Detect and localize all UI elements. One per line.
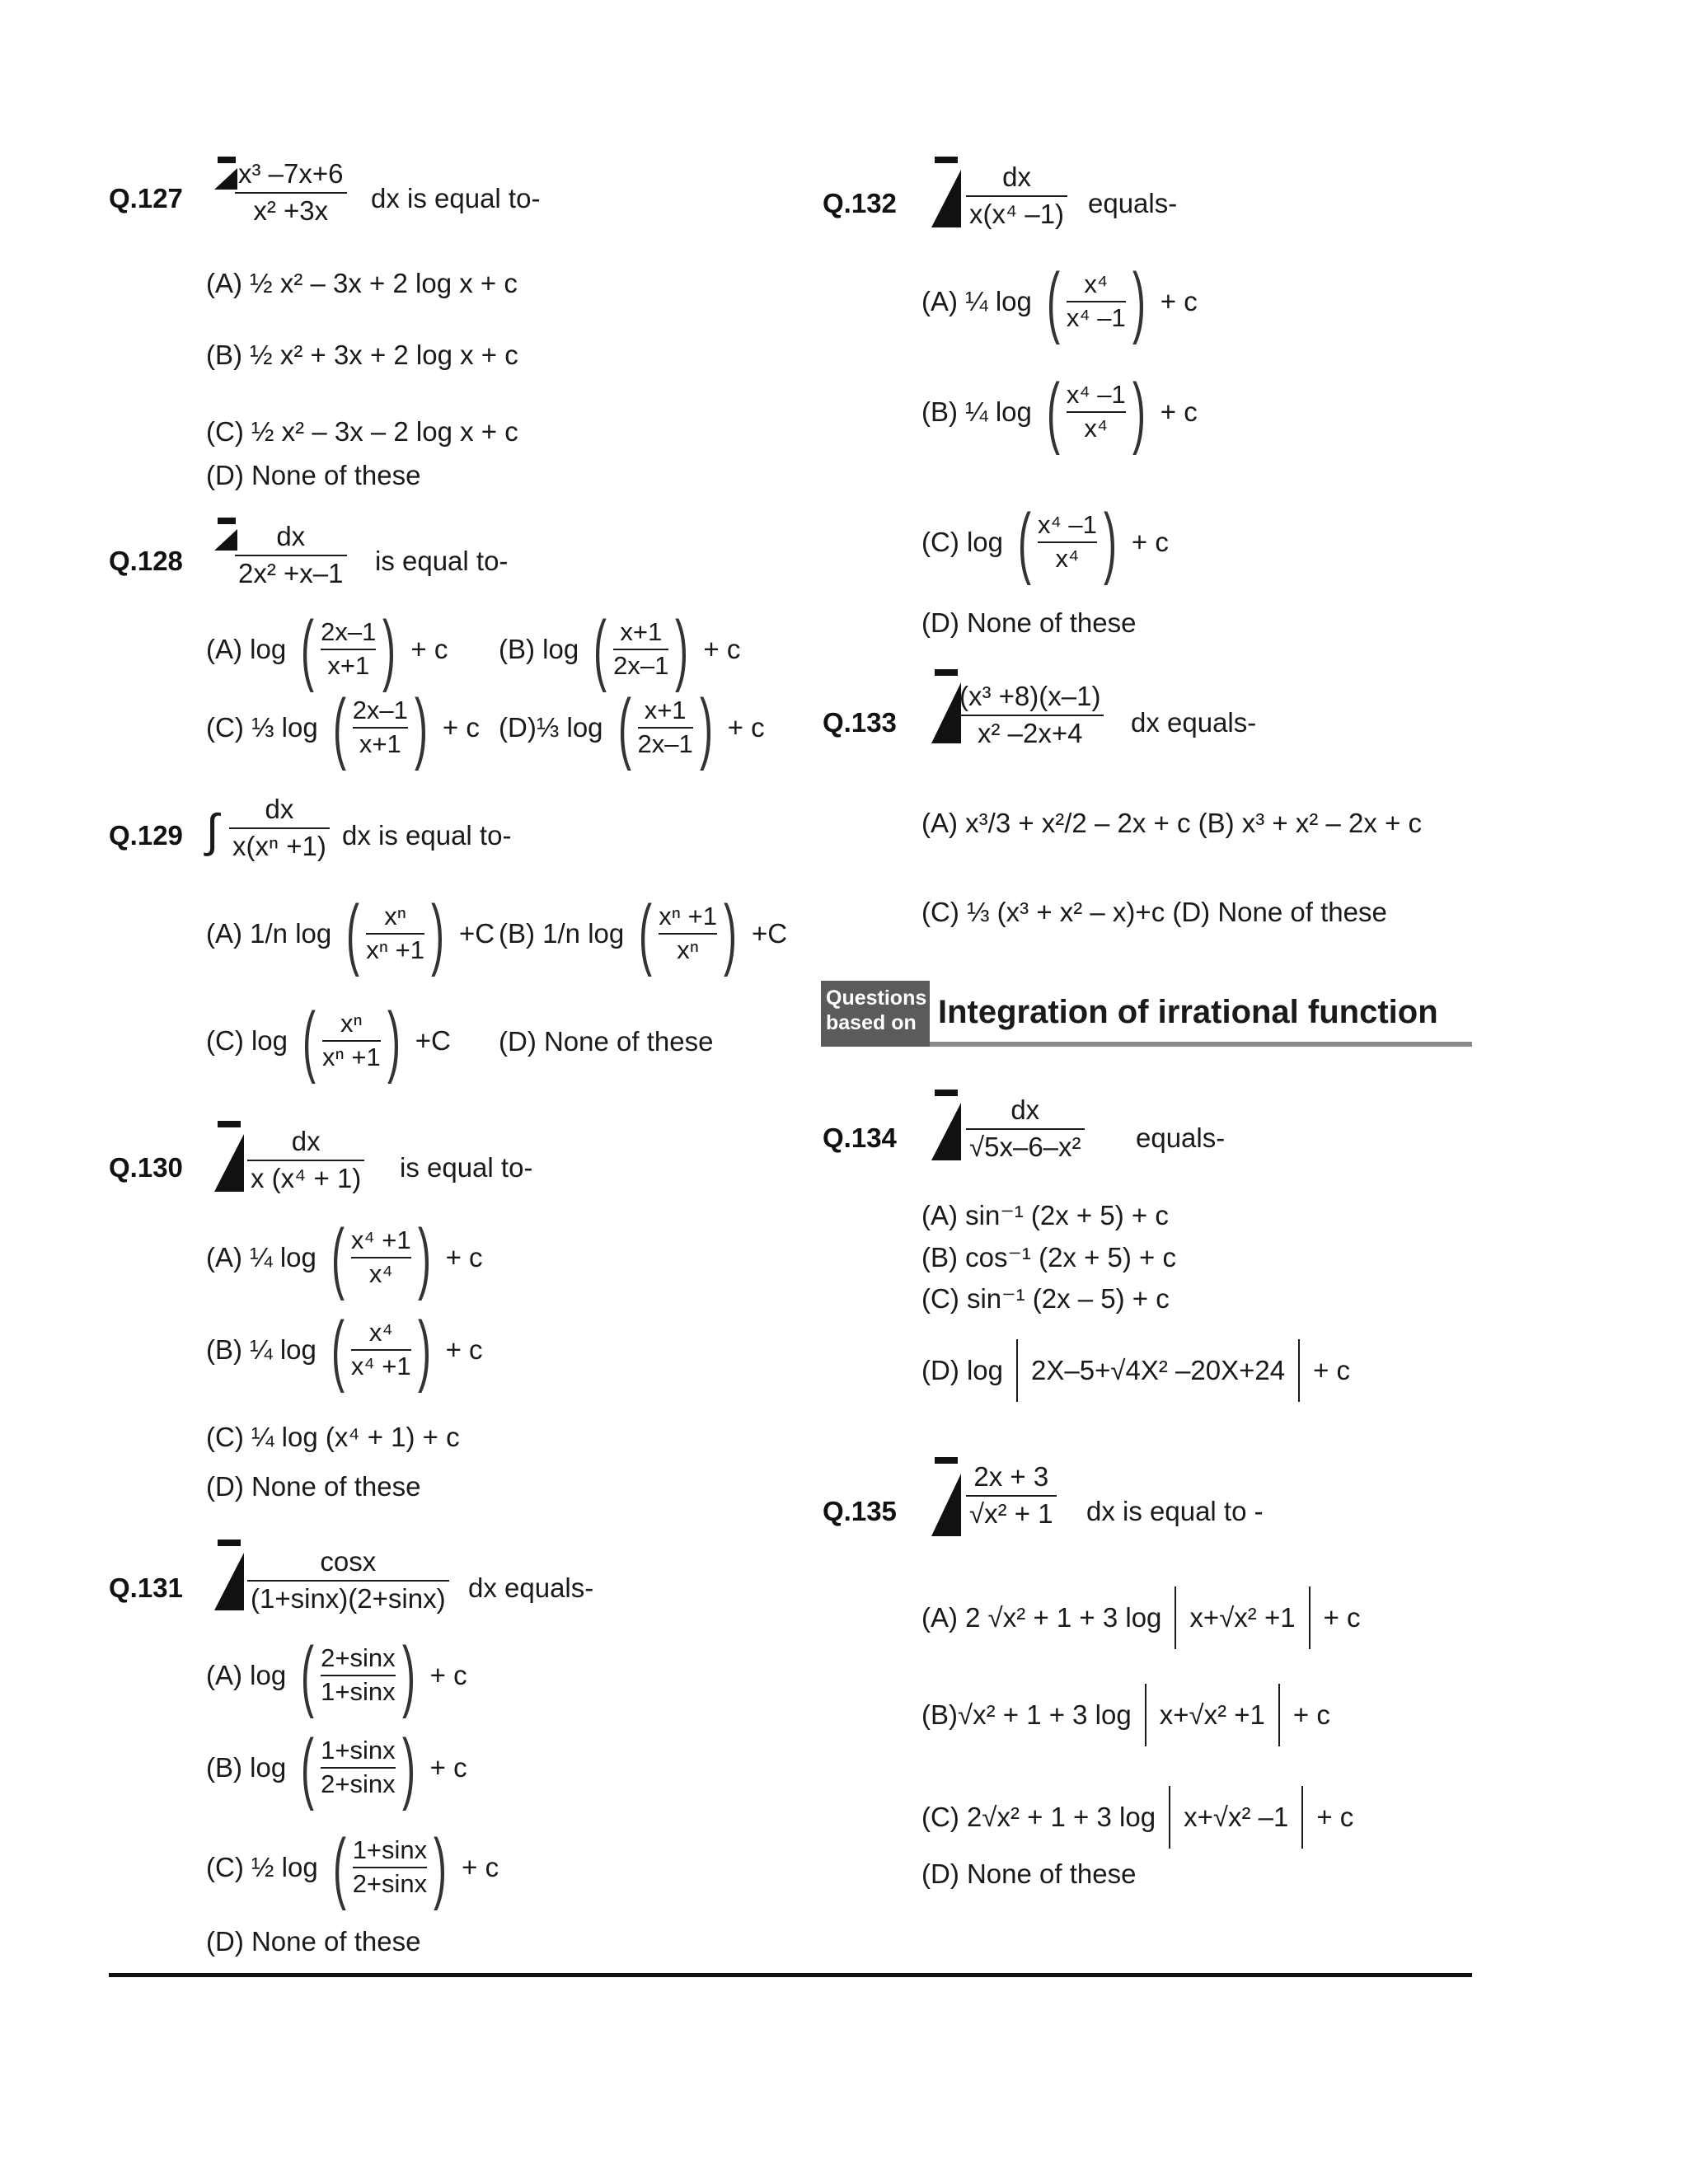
option-d[interactable]: (D) None of these (499, 1026, 714, 1057)
option-c[interactable]: (C) ¼ log (x⁴ + 1) + c (206, 1422, 460, 1452)
question-number: Q.134 (823, 1122, 897, 1153)
integrand-fraction: x³ –7x+6 x² +3x (235, 160, 347, 225)
integral-icon (930, 157, 968, 231)
option-c[interactable]: (C) ⅓ log ( $\frac{2x-1}{x+1}$ ) + c (206, 683, 480, 771)
option-b[interactable]: (B) ¼ log ( $\frac{\text{x⁴}}{\text{x⁴ +1}}$ ) + c (206, 1305, 483, 1394)
option-c[interactable]: (C) sin⁻¹ (2x – 5) + c (921, 1283, 1170, 1314)
option-a[interactable]: (A) ¼ log ( $\frac{\text{x⁴}}{\text{x⁴ –1}}$ ) + c (921, 257, 1198, 345)
question-tail: dx is equal to- (371, 183, 541, 213)
integrand-fraction: dx √5x–6–x² (966, 1096, 1085, 1161)
question-number: Q.128 (109, 546, 183, 576)
option-c[interactable]: (C) log ( $\frac{\text{x⁴ –1}}{\text{x⁴}}$ ) + c (921, 498, 1169, 586)
question-tail: is equal to- (375, 546, 509, 576)
option-a[interactable]: (A) ¼ log ( $\frac{\text{x⁴ +1}}{\text{x⁴}}$ ) + c (206, 1213, 483, 1301)
question-number: Q.129 (109, 820, 183, 851)
section-banner (821, 981, 1472, 1047)
integral-icon: ∫ (206, 804, 219, 856)
question-number: Q.135 (823, 1496, 897, 1526)
option-b[interactable]: (B) 1/n log ( $\frac{\text{xⁿ +1}}{\text{xⁿ}}$ ) +C (499, 889, 788, 977)
option-d[interactable]: (D) None of these (206, 1926, 421, 1957)
question-number: Q.127 (109, 183, 183, 213)
question-tail: dx is equal to - (1086, 1496, 1264, 1526)
option-d[interactable]: (D)⅓ log ( $\frac{x+1}{2x-1}$ ) + c (499, 683, 765, 771)
question-tail: dx equals- (1131, 707, 1257, 738)
option-d[interactable]: (D) None of these (206, 460, 421, 490)
question-number: Q.133 (823, 707, 897, 738)
integrand-fraction: (x³ +8)(x–1) x² –2x+4 (956, 682, 1104, 748)
option-a[interactable]: (A) 1/n log ( $\frac{\text{xⁿ}}{\text{xⁿ +1}}$ ) +C (206, 889, 495, 977)
question-tail: equals- (1136, 1122, 1226, 1153)
option-b[interactable]: (B) log ( $\frac{1+\sin x}{2+\sin x}$ ) + c (206, 1723, 467, 1811)
option-a[interactable]: (A) ½ x² – 3x + 2 log x + c (206, 268, 518, 298)
section-title: Integration of irrational function (938, 994, 1438, 1030)
integrand-fraction: 2x + 3 √x² + 1 (966, 1463, 1057, 1528)
question-number: Q.130 (109, 1152, 183, 1183)
option-a[interactable]: (A) 2 √x² + 1 + 3 log x+√x² +1 + c (921, 1586, 1361, 1649)
integral-icon (213, 1121, 251, 1195)
integrand-fraction: dx x (x⁴ + 1) (247, 1127, 364, 1193)
option-b[interactable]: (B) cos⁻¹ (2x + 5) + c (921, 1242, 1176, 1272)
option-c[interactable]: (C) log ( $\frac{\text{xⁿ}}{\text{xⁿ +1}}$ ) +C (206, 996, 451, 1085)
option-b[interactable]: (B) ½ x² + 3x + 2 log x + c (206, 340, 518, 370)
option-a[interactable]: (A) log ( $\frac{2+\sin x}{1+\sin x}$ ) + c (206, 1631, 467, 1719)
question-number: Q.132 (823, 188, 897, 218)
integral-icon (213, 1540, 251, 1614)
option-b[interactable]: (B)√x² + 1 + 3 log x+√x² +1 + c (921, 1684, 1330, 1746)
section-tag: Questions based on (821, 981, 930, 1047)
page-divider (109, 1973, 1472, 1977)
integrand-fraction: dx x(xⁿ +1) (229, 795, 330, 860)
question-tail: dx equals- (468, 1572, 594, 1603)
integral-icon (930, 1457, 968, 1540)
question-tail: equals- (1088, 188, 1178, 218)
question-tail: is equal to- (400, 1152, 533, 1183)
integral-icon (930, 1090, 968, 1164)
option-d[interactable]: (D) None of these (206, 1471, 421, 1502)
integrand-fraction: cosx (1+sinx)(2+sinx) (247, 1548, 449, 1613)
option-b[interactable]: (B) ¼ log ( $\frac{\text{x⁴ –1}}{\text{x⁴}}$ ) + c (921, 368, 1198, 456)
option-c[interactable]: (C) ½ log ( $\frac{1+\sin x}{2+\sin x}$ ) + c (206, 1823, 499, 1911)
section-underline (930, 1042, 1472, 1047)
option-a[interactable]: (A) log ( $\frac{2x-1}{x+1}$ ) + c (206, 605, 448, 693)
option-d[interactable]: (D) log 2X–5+√4X² –20X+24 + c (921, 1339, 1350, 1402)
integrand-fraction: dx 2x² +x–1 (235, 523, 347, 588)
question-number: Q.131 (109, 1572, 183, 1603)
option-b[interactable]: (B) log ( $\frac{x+1}{2x-1}$ ) + c (499, 605, 741, 693)
question-tail: dx is equal to- (342, 820, 512, 851)
option-a[interactable]: (A) sin⁻¹ (2x + 5) + c (921, 1200, 1169, 1230)
option-a-b[interactable]: (A) x³/3 + x²/2 – 2x + c (B) x³ + x² – 2x + c (921, 808, 1423, 838)
option-c[interactable]: (C) 2√x² + 1 + 3 log x+√x² –1 + c (921, 1786, 1353, 1849)
integrand-fraction: dx x(x⁴ –1) (966, 163, 1067, 228)
option-c-d[interactable]: (C) ⅓ (x³ + x² – x)+c (D) None of these (921, 897, 1387, 927)
option-c[interactable]: (C) ½ x² – 3x – 2 log x + c (206, 416, 518, 447)
option-d[interactable]: (D) None of these (921, 607, 1137, 638)
option-d[interactable]: (D) None of these (921, 1858, 1137, 1889)
